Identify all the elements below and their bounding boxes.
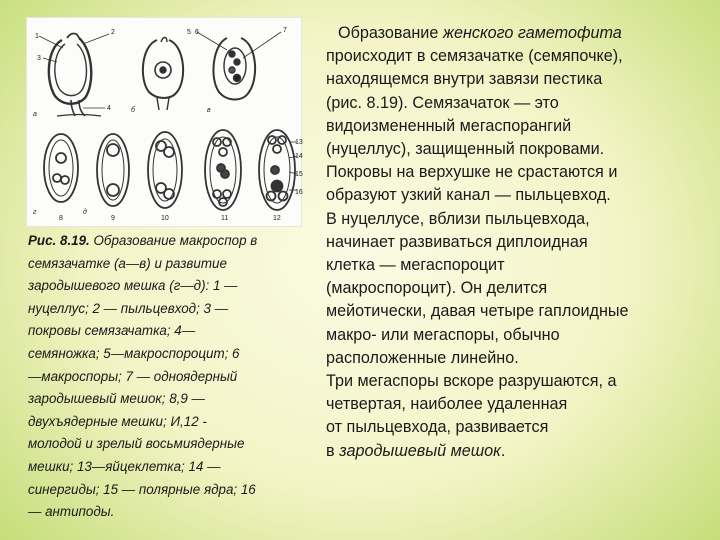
ovule-development-diagram: [27, 18, 301, 226]
label-12: 12: [273, 215, 281, 222]
caption-line: — антиподы.: [28, 504, 115, 520]
embryo-sac-row: [44, 130, 297, 210]
term-embryo-sac: зародышевый мешок: [339, 441, 501, 460]
label-d: д: [83, 209, 87, 216]
caption-text: Образование макроспор в: [89, 233, 258, 248]
label-8: 8: [59, 215, 63, 222]
caption-line: двухъядерные мешки; И,12 -: [28, 413, 207, 429]
ovule-stage-v: [197, 32, 281, 100]
label-2: 2: [111, 29, 115, 36]
figure-illustration: [26, 17, 302, 227]
text-span: в: [326, 441, 340, 460]
label-14: 14: [295, 153, 303, 160]
label-1: 1: [35, 33, 39, 40]
caption-line: зародышевый мешок; 8,9 —: [28, 391, 205, 407]
ovule-stage-b: [143, 38, 183, 111]
text-line: клетка — мегаспороцит: [326, 256, 505, 275]
figure-caption: [28, 230, 318, 524]
label-7: 7: [283, 27, 287, 34]
text-line: (нуцеллус), защищенный покровами.: [326, 140, 605, 159]
label-v: в: [207, 107, 211, 114]
text-line: видоизмененный мегаспорангий: [326, 116, 572, 135]
text-line: происходит в семязачатке (семяпочке),: [326, 47, 623, 66]
text-line: [326, 22, 710, 45]
caption-lead: Рис. 8.19.: [28, 233, 90, 248]
label-11: 11: [221, 215, 229, 222]
text-line: макро- или мегаспоры, обычно: [326, 325, 560, 344]
text-span: .: [500, 441, 506, 460]
label-15: 15: [295, 171, 303, 178]
label-13: 13: [295, 139, 303, 146]
caption-line: [28, 230, 318, 253]
label-4: 4: [107, 105, 111, 112]
text-line: [326, 440, 710, 463]
caption-line: мешки; 13—яйцеклетка; 14 —: [28, 458, 221, 474]
caption-line: семяножка; 5—макроспороцит; 6: [28, 345, 240, 361]
label-3: 3: [37, 55, 41, 62]
label-10: 10: [161, 215, 169, 222]
text-line: (макроспороцит). Он делится: [326, 279, 548, 298]
text-line: В нуцеллусе, вблизи пыльцевхода,: [326, 209, 590, 228]
text-span: Образование: [338, 24, 443, 42]
label-5: 5: [187, 29, 191, 36]
caption-line: синергиды; 15 — полярные ядра; 16: [28, 481, 256, 497]
caption-line: покровы семязачатка; 4—: [28, 323, 196, 339]
caption-line: —макроспоры; 7 — одноядерный: [28, 368, 238, 384]
text-line: четвертая, наиболее удаленная: [326, 395, 568, 414]
caption-line: зародышевого мешка (г—д): 1 —: [28, 278, 238, 294]
label-6: 6: [195, 29, 199, 36]
caption-line: нуцеллус; 2 — пыльцевход; 3 —: [28, 300, 229, 316]
label-16: 16: [295, 189, 303, 196]
label-b: б: [131, 107, 135, 114]
text-line: от пыльцевхода, развивается: [326, 418, 549, 437]
text-line: образуют узкий канал — пыльцевход.: [326, 186, 611, 205]
term-female-gametophyte: женского гаметофита: [442, 24, 622, 42]
main-text: [326, 22, 710, 463]
label-g: г: [33, 209, 37, 216]
ovule-stage-a: [39, 34, 109, 117]
text-line: расположенные линейно.: [326, 348, 519, 367]
text-line: Три мегаспоры вскоре разрушаются, а: [326, 372, 617, 391]
label-a: а: [33, 111, 37, 118]
text-line: (рис. 8.19). Семязачаток — это: [326, 93, 559, 112]
text-line: Покровы на верхушке не срастаются и: [326, 163, 618, 182]
caption-line: молодой и зрелый восьмиядерные: [28, 436, 245, 452]
caption-line: семязачатке (а—в) и развитие: [28, 255, 227, 271]
text-line: начинает развиваться диплоидная: [326, 232, 588, 251]
text-line: мейотически, давая четыре гаплоидные: [326, 302, 629, 321]
label-9: 9: [111, 215, 115, 222]
text-line: находящемся внутри завязи пестика: [326, 70, 603, 89]
